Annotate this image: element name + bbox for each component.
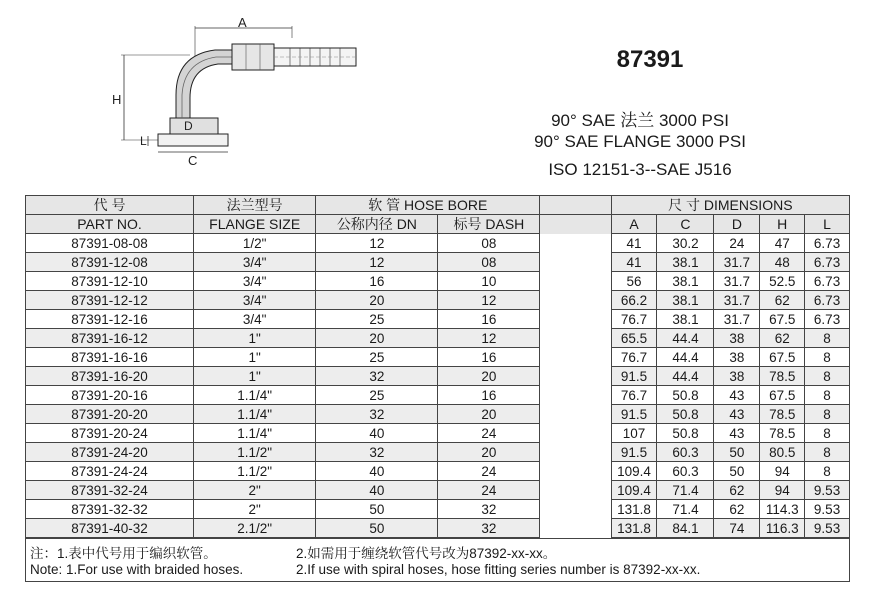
cell-dim-a: 65.5 xyxy=(611,329,657,348)
spacer-cell xyxy=(540,234,611,253)
cell-dim-c: 38.1 xyxy=(657,253,714,272)
cell-part-no: 87391-32-32 xyxy=(26,500,194,519)
cell-dim-a: 91.5 xyxy=(611,367,657,386)
cell-dim-c: 30.2 xyxy=(657,234,714,253)
model-number: 87391 xyxy=(616,46,684,73)
note-en-2: 2.If use with spiral hoses, hose fitting series number is 87392-xx-xx. xyxy=(296,562,701,577)
cell-dash: 24 xyxy=(438,481,540,500)
cell-part-no: 87391-12-12 xyxy=(26,291,194,310)
header-hose-bore: 软 管 HOSE BORE xyxy=(316,196,540,215)
cell-dash: 16 xyxy=(438,310,540,329)
cell-dim-d: 31.7 xyxy=(714,272,760,291)
cell-part-no: 87391-40-32 xyxy=(26,519,194,538)
cell-dim-d: 43 xyxy=(714,386,760,405)
cell-dim-c: 60.3 xyxy=(657,462,714,481)
cell-flange-size: 2.1/2" xyxy=(194,519,316,538)
cell-dim-c: 44.4 xyxy=(657,348,714,367)
cell-dim-l: 8 xyxy=(805,367,850,386)
subtitle-en: 90° SAE FLANGE 3000 PSI xyxy=(534,132,746,151)
cell-dim-h: 62 xyxy=(760,291,805,310)
header-a: A xyxy=(611,215,657,234)
cell-flange-size: 3/4" xyxy=(194,291,316,310)
spacer-cell xyxy=(540,519,611,538)
cell-dim-a: 41 xyxy=(611,234,657,253)
table-row xyxy=(26,310,850,329)
cell-dim-d: 50 xyxy=(714,443,760,462)
note-cn-2: 2.如需用于缠绕软管代号改为87392-xx-xx。 xyxy=(296,546,557,561)
cell-part-no: 87391-12-08 xyxy=(26,253,194,272)
table-row xyxy=(26,481,850,500)
cell-part-no: 87391-12-16 xyxy=(26,310,194,329)
cell-dim-l: 8 xyxy=(805,424,850,443)
cell-dim-h: 80.5 xyxy=(760,443,805,462)
cell-dash: 32 xyxy=(438,500,540,519)
table-row xyxy=(26,500,850,519)
cell-dim-a: 131.8 xyxy=(611,500,657,519)
cell-dim-d: 62 xyxy=(714,500,760,519)
fitting-drawing xyxy=(100,8,380,193)
cell-dim-h: 94 xyxy=(760,462,805,481)
cell-dim-c: 50.8 xyxy=(657,405,714,424)
cell-dim-h: 78.5 xyxy=(760,367,805,386)
cell-dim-l: 6.73 xyxy=(805,272,850,291)
cell-dash: 20 xyxy=(438,405,540,424)
cell-flange-size: 3/4" xyxy=(194,272,316,291)
cell-dim-a: 91.5 xyxy=(611,405,657,424)
cell-dim-l: 8 xyxy=(805,329,850,348)
cell-dim-c: 44.4 xyxy=(657,367,714,386)
cell-dim-d: 31.7 xyxy=(714,310,760,329)
spacer-cell xyxy=(540,405,611,424)
spacer-cell xyxy=(540,253,611,272)
cell-dim-l: 9.53 xyxy=(805,500,850,519)
table-row xyxy=(26,424,850,443)
cell-dim-a: 109.4 xyxy=(611,481,657,500)
cell-dim-h: 78.5 xyxy=(760,424,805,443)
cell-dim-l: 8 xyxy=(805,348,850,367)
cell-flange-size: 1" xyxy=(194,329,316,348)
cell-dim-h: 67.5 xyxy=(760,310,805,329)
spacer-cell xyxy=(540,272,611,291)
cell-dim-l: 9.53 xyxy=(805,519,850,538)
header-flange-cn: 法兰型号 xyxy=(194,196,316,215)
cell-dim-c: 38.1 xyxy=(657,291,714,310)
cell-dim-l: 6.73 xyxy=(805,234,850,253)
spacer-cell xyxy=(540,481,611,500)
header-d: D xyxy=(714,215,760,234)
cell-dim-d: 31.7 xyxy=(714,291,760,310)
cell-dn: 40 xyxy=(316,424,438,443)
cell-dim-d: 31.7 xyxy=(714,253,760,272)
cell-dim-c: 38.1 xyxy=(657,272,714,291)
cell-dn: 20 xyxy=(316,329,438,348)
cell-dash: 08 xyxy=(438,253,540,272)
cell-dim-h: 67.5 xyxy=(760,348,805,367)
table-row xyxy=(26,348,850,367)
header-c: C xyxy=(657,215,714,234)
header-part-cn: 代 号 xyxy=(26,196,194,215)
cell-part-no: 87391-08-08 xyxy=(26,234,194,253)
table-row xyxy=(26,519,850,538)
cell-dim-l: 8 xyxy=(805,462,850,481)
cell-dim-l: 6.73 xyxy=(805,310,850,329)
cell-dim-a: 41 xyxy=(611,253,657,272)
cell-dn: 12 xyxy=(316,253,438,272)
cell-dn: 25 xyxy=(316,386,438,405)
cell-dn: 32 xyxy=(316,367,438,386)
header-h: H xyxy=(760,215,805,234)
cell-dim-h: 94 xyxy=(760,481,805,500)
cell-dim-c: 84.1 xyxy=(657,519,714,538)
cell-dn: 32 xyxy=(316,405,438,424)
table-row xyxy=(26,367,850,386)
cell-dash: 20 xyxy=(438,367,540,386)
cell-flange-size: 3/4" xyxy=(194,253,316,272)
cell-dash: 24 xyxy=(438,462,540,481)
dim-l-label: L xyxy=(140,134,147,148)
cell-part-no: 87391-12-10 xyxy=(26,272,194,291)
cell-dim-c: 71.4 xyxy=(657,500,714,519)
cell-dim-l: 8 xyxy=(805,405,850,424)
table-row xyxy=(26,253,850,272)
cell-dim-d: 38 xyxy=(714,348,760,367)
cell-dim-d: 24 xyxy=(714,234,760,253)
cell-dn: 50 xyxy=(316,500,438,519)
cell-dim-d: 62 xyxy=(714,481,760,500)
spacer-cell xyxy=(540,310,611,329)
cell-dash: 12 xyxy=(438,329,540,348)
table-row xyxy=(26,272,850,291)
table-row xyxy=(26,329,850,348)
header-dimensions: 尺 寸 DIMENSIONS xyxy=(611,196,849,215)
cell-dim-l: 8 xyxy=(805,386,850,405)
cell-part-no: 87391-16-20 xyxy=(26,367,194,386)
cell-part-no: 87391-20-16 xyxy=(26,386,194,405)
cell-dim-d: 74 xyxy=(714,519,760,538)
standard-label: ISO 12151-3--SAE J516 xyxy=(548,160,732,179)
cell-dn: 20 xyxy=(316,291,438,310)
cell-dash: 12 xyxy=(438,291,540,310)
dim-a-label: A xyxy=(238,15,247,30)
cell-flange-size: 1" xyxy=(194,367,316,386)
cell-dim-d: 38 xyxy=(714,329,760,348)
header-spacer xyxy=(540,215,611,234)
dim-h-label: H xyxy=(112,92,122,107)
cell-dim-a: 109.4 xyxy=(611,462,657,481)
spacer-cell xyxy=(540,443,611,462)
cell-dim-c: 50.8 xyxy=(657,424,714,443)
cell-part-no: 87391-20-24 xyxy=(26,424,194,443)
header-flange-en: FLANGE SIZE xyxy=(194,215,316,234)
header-l: L xyxy=(805,215,850,234)
spec-table xyxy=(25,195,850,538)
cell-dim-d: 43 xyxy=(714,405,760,424)
spacer-cell xyxy=(540,424,611,443)
cell-dn: 50 xyxy=(316,519,438,538)
cell-flange-size: 1" xyxy=(194,348,316,367)
table-row xyxy=(26,291,850,310)
cell-part-no: 87391-16-16 xyxy=(26,348,194,367)
cell-dim-a: 76.7 xyxy=(611,386,657,405)
cell-dim-a: 56 xyxy=(611,272,657,291)
cell-dim-h: 48 xyxy=(760,253,805,272)
cell-dim-a: 76.7 xyxy=(611,310,657,329)
cell-dn: 25 xyxy=(316,348,438,367)
cell-dim-a: 107 xyxy=(611,424,657,443)
cell-flange-size: 1.1/4" xyxy=(194,405,316,424)
cell-dim-h: 47 xyxy=(760,234,805,253)
cell-dim-a: 76.7 xyxy=(611,348,657,367)
cell-flange-size: 1/2" xyxy=(194,234,316,253)
cell-dim-d: 50 xyxy=(714,462,760,481)
cell-flange-size: 2" xyxy=(194,500,316,519)
table-row xyxy=(26,405,850,424)
cell-dn: 12 xyxy=(316,234,438,253)
spacer-cell xyxy=(540,367,611,386)
cell-dash: 24 xyxy=(438,424,540,443)
cell-dim-a: 66.2 xyxy=(611,291,657,310)
spacer-cell xyxy=(540,500,611,519)
cell-dim-h: 67.5 xyxy=(760,386,805,405)
note-en-1: Note: 1.For use with braided hoses. xyxy=(30,562,244,577)
cell-dim-h: 62 xyxy=(760,329,805,348)
cell-dim-c: 71.4 xyxy=(657,481,714,500)
notes-box xyxy=(25,538,850,582)
cell-dim-h: 114.3 xyxy=(760,500,805,519)
cell-dim-c: 44.4 xyxy=(657,329,714,348)
cell-dim-l: 6.73 xyxy=(805,291,850,310)
dim-d-label: D xyxy=(184,119,193,133)
cell-dim-a: 131.8 xyxy=(611,519,657,538)
cell-dn: 32 xyxy=(316,443,438,462)
cell-dim-a: 91.5 xyxy=(611,443,657,462)
cell-dim-c: 60.3 xyxy=(657,443,714,462)
header-dn: 公称内径 DN xyxy=(316,215,438,234)
cell-dim-h: 78.5 xyxy=(760,405,805,424)
cell-dn: 16 xyxy=(316,272,438,291)
spacer-cell xyxy=(540,462,611,481)
cell-flange-size: 1.1/4" xyxy=(194,386,316,405)
cell-part-no: 87391-24-20 xyxy=(26,443,194,462)
cell-dn: 40 xyxy=(316,481,438,500)
cell-dash: 20 xyxy=(438,443,540,462)
cell-dim-c: 38.1 xyxy=(657,310,714,329)
spacer-cell xyxy=(540,386,611,405)
cell-flange-size: 2" xyxy=(194,481,316,500)
cell-dim-d: 43 xyxy=(714,424,760,443)
cell-dn: 25 xyxy=(316,310,438,329)
cell-dash: 32 xyxy=(438,519,540,538)
header-part-en: PART NO. xyxy=(26,215,194,234)
cell-flange-size: 1.1/4" xyxy=(194,424,316,443)
spacer-cell xyxy=(540,348,611,367)
header-dash: 标号 DASH xyxy=(438,215,540,234)
cell-dash: 16 xyxy=(438,348,540,367)
header-spacer xyxy=(540,196,611,215)
cell-part-no: 87391-24-24 xyxy=(26,462,194,481)
cell-flange-size: 1.1/2" xyxy=(194,462,316,481)
spacer-cell xyxy=(540,291,611,310)
subtitle-cn: 90° SAE 法兰 3000 PSI xyxy=(551,111,729,130)
table-row xyxy=(26,234,850,253)
cell-part-no: 87391-20-20 xyxy=(26,405,194,424)
cell-dim-l: 6.73 xyxy=(805,253,850,272)
cell-dim-h: 52.5 xyxy=(760,272,805,291)
cell-part-no: 87391-32-24 xyxy=(26,481,194,500)
cell-dash: 16 xyxy=(438,386,540,405)
table-row xyxy=(26,462,850,481)
cell-flange-size: 1.1/2" xyxy=(194,443,316,462)
cell-dn: 40 xyxy=(316,462,438,481)
table-row xyxy=(26,386,850,405)
cell-dash: 10 xyxy=(438,272,540,291)
cell-dim-d: 38 xyxy=(714,367,760,386)
note-cn-1: 注：1.表中代号用于编织软管。 xyxy=(30,546,217,561)
cell-dim-l: 9.53 xyxy=(805,481,850,500)
cell-dim-l: 8 xyxy=(805,443,850,462)
cell-flange-size: 3/4" xyxy=(194,310,316,329)
cell-dash: 08 xyxy=(438,234,540,253)
cell-part-no: 87391-16-12 xyxy=(26,329,194,348)
spacer-cell xyxy=(540,329,611,348)
dim-c-label: C xyxy=(188,153,198,168)
cell-dim-c: 50.8 xyxy=(657,386,714,405)
table-row xyxy=(26,443,850,462)
cell-dim-h: 116.3 xyxy=(760,519,805,538)
